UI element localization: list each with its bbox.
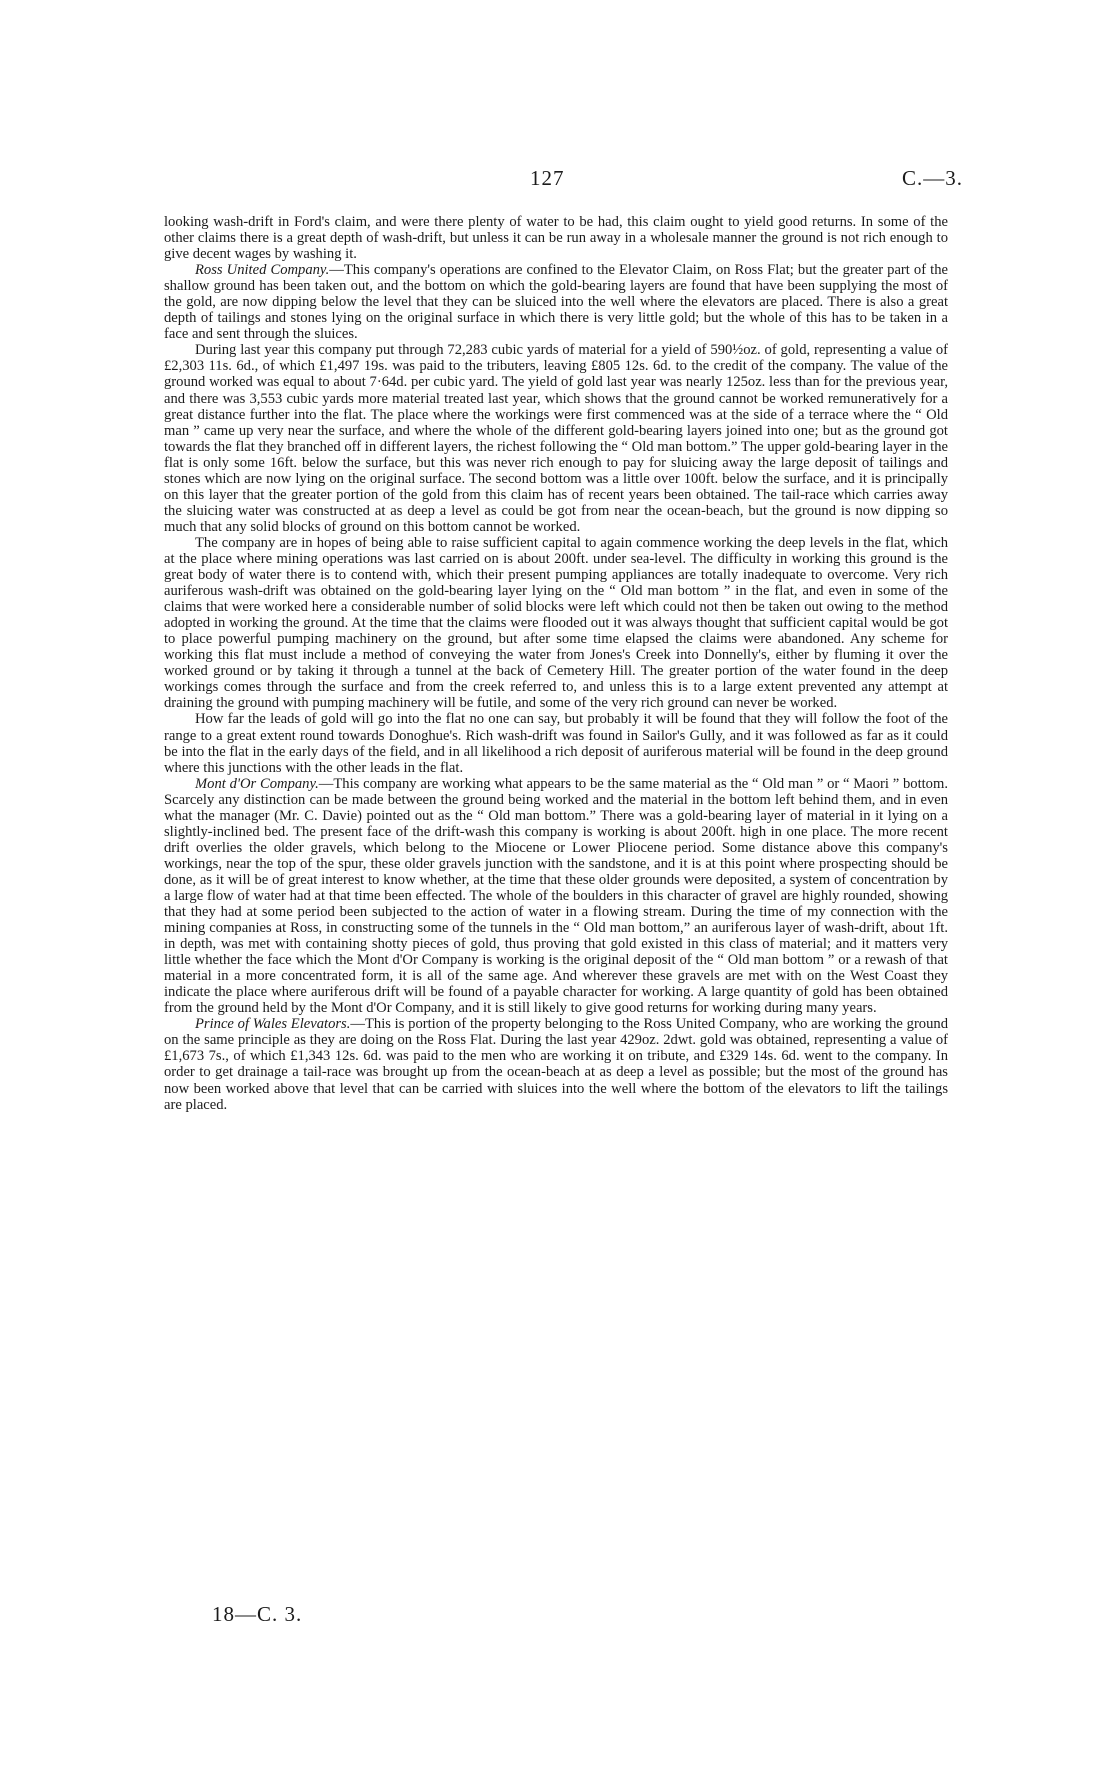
paragraph-deep-levels bbox=[164, 535, 948, 712]
paragraph-text: —This is portion of the property belonging to the Ross United Company, who are working the ground on the same principle as they are doing on the Ross Flat. During the last year 429oz. 2dwt. gold was obtained, representing a value of £1,673 7s., of which £1,343 12s. 6d. was paid to the men who are working it on tribute, and £329 14s. 6d. went to the company. In order to get drainage a tail-race was brought up from the ocean-beach at as deep a level as possible; but the most of the ground has now been worked above that level that can be carried with sluices into the well where the bottom of the elevators to lift the tailings are placed. bbox=[164, 1016, 948, 1113]
printer-signature: 18—C. 3. bbox=[212, 1602, 303, 1626]
paragraph-text: looking wash-drift in Ford's claim, and were there plenty of water to be had, this claim ought to yield good returns. In some of the other claims there is a great depth of wash-drift, but unless it can be run away in a wholesale manner the ground is not rich enough to give decent wages by washing it. bbox=[164, 214, 948, 263]
paragraph-last-year-yield bbox=[164, 342, 948, 535]
paragraph-text: —This company are working what appears to be the same material as the “ Old man ” or “ Maori ” bottom. Scarcely any distinction can be made between the ground being worked and the material in the bottom left behind them, and in even what the manager (Mr. C. Davie) pointed out as the “ Old man bottom.” There was a gold-bearing layer of material in it lying on a slightly-inclined bed. The present face of the drift-wash this company is working is about 200ft. high in one place. The more recent drift overlies the older gravels, which belong to the Miocene or Lower Pliocene period. Some distance above this company's workings, near the top of the spur, these older gravels junction with the sandstone, and it is at this point where prospecting should be done, as it will be of great interest to know whether, at the time that these older grounds were deposited, a system of concentration by a large flow of water had at that time been effected. The whole of the boulders in this character of gravel are highly rounded, showing that they had at some period been subjected to the action of water in a flowing stream. During the time of my connection with the mining companies at Ross, in constructing some of the tunnels in the “ Old man bottom,” an auriferous layer of wash-drift, about 1ft. in depth, was met with containing shotty pieces of gold, thus proving that gold existed in this class of material; and it matters very little whether the face which the Mont d'Or Company is working is the original deposit of the “ Old man bottom ” or a rewash of that material in a more concentrated form, it is all of the same age. And wherever these gravels are met with on the West Coast they indicate the place where auriferous drift will be found of a payable character for working. A large quantity of gold has been obtained from the ground held by the Mont d'Or Company, and it is still likely to give good returns for working during many years. bbox=[164, 775, 948, 1017]
body-text bbox=[164, 214, 948, 1113]
paragraph-fords-claim bbox=[164, 214, 948, 262]
page-header bbox=[0, 166, 1114, 196]
paragraph-text: During last year this company put through 72,283 cubic yards of material for a yield of 590½oz. of gold, representing a value of £2,303 11s. 6d., of which £1,497 19s. was paid to the tributers, leaving £805 12s. 6d. to the credit of the company. The value of the ground worked was equal to about 7·64d. per cubic yard. The yield of gold last year was nearly 125oz. less than for the previous year, and there was 3,553 cubic yards more material treated last year, which shows that the ground cannot be worked remuneratively for a great distance further into the flat. The place where the workings were first commenced was at the side of a terrace where the “ Old man ” came up very near the surface, and where the whole of the different gold-bearing layers joined into one; but as the ground got towards the flat they branched off in different layers, the richest following the “ Old man bottom.” The upper gold-bearing layer in the flat is only some 16ft. below the surface, but this was never rich enough to pay for sluicing away the large deposit of tailings and stones which are now lying on the original surface. The second bottom was a little over 100ft. below the surface, and it is principally on this layer that the greater portion of the gold from this claim has of recent years been obtained. The tail-race which carries away the sluicing water was constructed at as deep a level as could be got from near the ocean-beach, but the ground is now dipping so much that any solid blocks of ground on this bottom cannot be worked. bbox=[164, 342, 948, 535]
paragraph-text: —This company's operations are confined to the Elevator Claim, on Ross Flat; but the greater part of the shallow ground has been taken out, and the bottom on which the gold-bearing layers are found that have been supplying the most of the gold, are now dipping below the level that they can be sluiced into the well where the elevators are placed. There is also a great depth of tailings and stones lying on the original surface in which there is very little gold; but the whole of this has to be taken in a face and sent through the sluices. bbox=[164, 262, 949, 343]
paragraph-mont-dor-company bbox=[164, 776, 948, 1017]
document-reference: C.—3. bbox=[902, 166, 964, 190]
paragraph-text: How far the leads of gold will go into the flat no one can say, but probably it will be found that they will follow the foot of the range to a great extent round towards Donoghue's. Rich wash-drift was found in Sailor's Gully, and it was followed as far as it could be into the flat in the early days of the field, and in all likelihood a rich deposit of auriferous material will be found in the deep ground where this junctions with the other leads in the flat. bbox=[164, 711, 948, 776]
paragraph-text: The company are in hopes of being able to raise sufficient capital to again commence working the deep levels in the flat, which at the place where mining operations was last carried on is about 200ft. under sea-level. The difficulty in working this ground is the great body of water there is to contend with, which their present pumping appliances are totally inadequate to overcome. Very rich auriferous wash-drift was obtained on the gold-bearing layer lying on the “ Old man bottom ” in the flat, and even in some of the claims that were worked here a considerable number of solid blocks were left which could not then be taken out owing to the method adopted in working the ground. At the time that the claims were flooded out it was always thought that sufficient capital would be got to place powerful pumping machinery on the ground, but after some time elapsed the claims were abandoned. Any scheme for working this flat must include a method of conveying the water from Jones's Creek into Donnelly's, either by fluming it over the worked ground or by taking it through a tunnel at the back of Cemetery Hill. The greater portion of the water found in the deep workings comes through the surface and from the creek referred to, and unless this is to a large extent prevented any attempt at draining the ground with pumping machinery will be futile, and some of the very rich ground can never be worked. bbox=[164, 534, 948, 712]
section-title-prince-of-wales: Prince of Wales Elevators. bbox=[195, 1016, 351, 1033]
paragraph-ross-united-company bbox=[164, 262, 948, 342]
paragraph-leads-of-gold bbox=[164, 711, 948, 775]
section-title-mont-dor: Mont d'Or Company. bbox=[195, 775, 319, 792]
page-number: 127 bbox=[530, 166, 565, 190]
paragraph-prince-of-wales-elevators bbox=[164, 1016, 948, 1112]
section-title-ross-united: Ross United Company. bbox=[195, 262, 330, 279]
